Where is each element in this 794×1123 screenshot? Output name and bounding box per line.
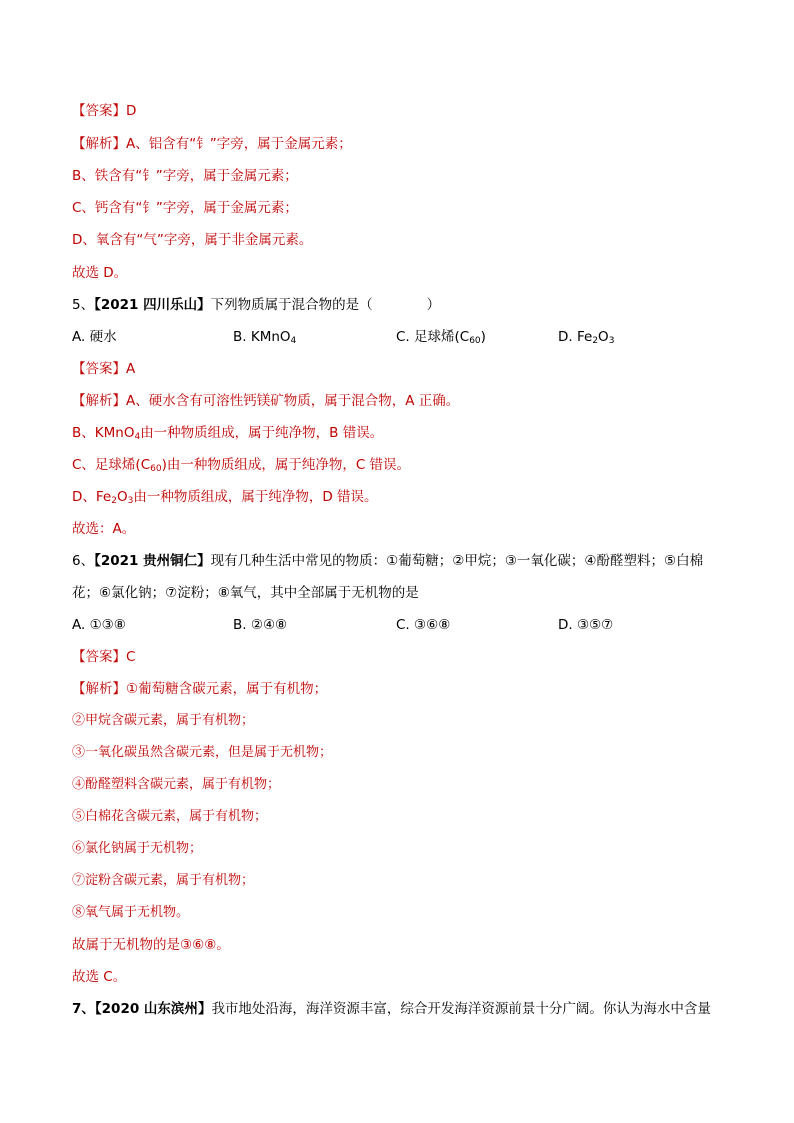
q5-analysis-line-d: D、$Fe_2O_3$由一种物质组成，属于纯净物，D 错误。 [72, 489, 378, 506]
q5-stem: 5、【2021 四川乐山】下列物质属于混合物的是（ ） [72, 297, 441, 313]
q6-source: 2021 贵州铜仁 [100, 553, 198, 569]
q5-analysis-line-b: B、KMnO$_4$由一种物质组成，属于纯净物，B 错误。 [72, 425, 384, 442]
q6-stem-line-2: 花；⑥氯化钠；⑦淀粉；⑧氧气，其中全部属于无机物的是 [72, 585, 419, 601]
q5-answer-value: A [126, 361, 136, 377]
q7-stem: 7、【2020 山东滨州】我市地处沿海，海洋资源丰富，综合开发海洋资源前景十分广阔。你认为海水中含量 [72, 1001, 711, 1017]
q5-option-c: C. 足球烯$(C_{60})$ [396, 329, 486, 346]
q6-analysis-line-8: ⑧氧气属于无机物。 [72, 905, 190, 920]
q6-summary: 故属于无机物的是③⑥⑧。 [72, 937, 230, 953]
q5-option-d: D. $Fe_2O_3$ [558, 329, 615, 346]
q6-analysis-line-2: ②甲烷含碳元素，属于有机物； [72, 713, 255, 728]
q6-analysis-line-6: ⑥氯化钠属于无机物； [72, 841, 203, 856]
q6-conclusion: 故选 C。 [72, 969, 127, 985]
analysis-tag: 【解析】 [72, 681, 126, 697]
q5-option-b: B. KMnO$_4$ [233, 329, 297, 346]
q6-option-c: C. ③⑥⑧ [396, 617, 451, 633]
analysis-tag: 【解析】 [72, 136, 126, 152]
q6-option-d: D. ③⑤⑦ [558, 617, 614, 633]
q6-option-a: A. ①③⑧ [72, 617, 126, 633]
q5-analysis-line-c: C、足球烯$(C_{60})$由一种物质组成，属于纯净物，C 错误。 [72, 457, 411, 474]
q5-answer-line [72, 360, 135, 378]
q6-answer-line [72, 648, 135, 666]
q6-analysis-line-4: ④酚醛塑料含碳元素，属于有机物； [72, 777, 281, 792]
q4-analysis-line-c: C、钙含有“钅”字旁，属于金属元素； [72, 200, 298, 216]
q5-conclusion: 故选：A。 [72, 521, 136, 537]
q5-option-a: A. 硬水 [72, 329, 117, 345]
q6-analysis-line-5: ⑤白棉花含碳元素，属于有机物； [72, 809, 268, 824]
q4-analysis-line-a: 【解析】A、铝含有“钅”字旁，属于金属元素； [72, 136, 352, 152]
answer-tag: 【答案】 [72, 649, 126, 665]
q4-answer-value: D [126, 103, 137, 119]
q6-analysis-line-3: ③一氧化碳虽然含碳元素，但是属于无机物； [72, 745, 333, 760]
q6-answer-value: C [126, 649, 136, 665]
q5-analysis-line-a: 【解析】A、硬水含有可溶性钙镁矿物质，属于混合物，A 正确。 [72, 393, 460, 409]
q4-conclusion: 故选 D。 [72, 265, 128, 281]
q6-analysis-line-1: 【解析】①葡萄糖含碳元素，属于有机物； [72, 681, 328, 697]
q4-answer-line [72, 102, 136, 120]
q4-analysis-line-b: B、铁含有“钅”字旁，属于金属元素； [72, 168, 298, 184]
q4-analysis-line-d: D、氧含有“气”字旁，属于非金属元素。 [72, 232, 313, 248]
answer-tag: 【答案】 [72, 103, 126, 119]
q6-option-b: B. ②④⑧ [233, 617, 288, 633]
q6-stem-line-1: 6、【2021 贵州铜仁】现有几种生活中常见的物质：①葡萄糖；②甲烷；③一氧化碳；④酚醛塑料；⑤白棉 [72, 553, 704, 569]
q5-source: 2021 四川乐山 [100, 297, 198, 313]
q6-analysis-line-7: ⑦淀粉含碳元素，属于有机物； [72, 873, 255, 888]
q7-source: 2020 山东滨州 [101, 1001, 198, 1017]
analysis-tag: 【解析】 [72, 393, 126, 409]
answer-tag: 【答案】 [72, 361, 126, 377]
